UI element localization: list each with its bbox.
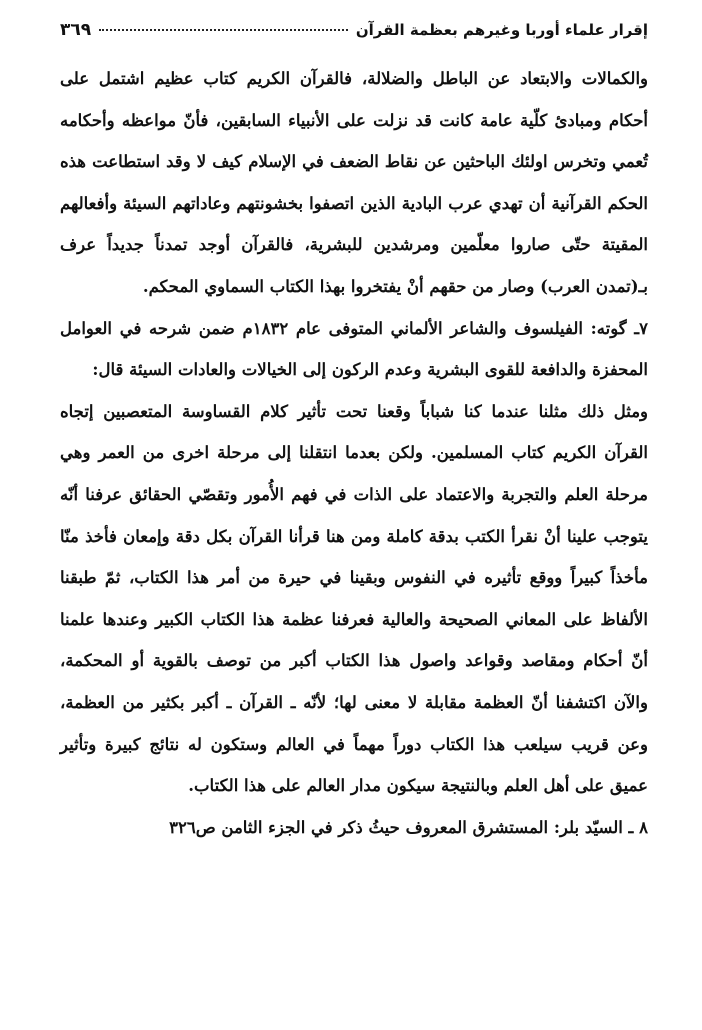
paragraph-goethe-quote: ومثل ذلك مثلنا عندما كنا شباباً وقعنا تحت تأثير كلام القساوسة المتعصبين إتجاه القرآن الكريم كتاب المسلمين. ولكن بعدما انتقلنا إلى مرحلة اخرى من العمر وهي مرحلة العلم والتجربة والاعتماد على الذات في فهم الأُمور وتقصّي الحقائق عرفنا أنّه يتوجب علينا أنْ نقرأ الكتب بدقة كاملة ومن هنا قرأنا القرآن بكل دقة وإمعان فأخذ منّا مأخذاً كبيراً ووقع تأثيره في النفوس وبقينا في حيرة من أمر هذا الكتاب، ثمّ طبقنا الألفاظ على المعاني الصحيحة والعالية فعرفنا عظمة هذا الكتاب الكبير وعندها علمنا أنّ أحكام ومقاصد وقواعد واصول هذا الكتاب أكبر من توصف بالقوية أو المحكمة، والآن اكتشفنا أنّ العظمة مقابلة لا معنى لها؛ لأنّه ـ القرآن ـ أكبر بكثير من العظمة، وعن قريب سيلعب هذا الكتاب دوراً مهماً في العالم وستكون له نتائج كبيرة وتأثير عميق على أهل العلم وبالنتيجة سيكون مدار العالم على هذا الكتاب.	[60, 401, 648, 796]
running-header	[60, 20, 648, 54]
dot-leader	[99, 28, 348, 31]
running-title: إقرار علماء أوربا وغيرهم بعظمة القرآن	[355, 21, 648, 39]
paragraph-quran-civilization: والكمالات والابتعاد عن الباطل والضلالة، فالقرآن الكريم كتاب عظيم اشتمل على أحكام ومبادئ كلّية عامة كانت قد نزلت على الأنبياء السابقين، فأنّ مواعظه وأحكامه تُعمي وتخرس اولئك الباحثين عن نقاط الضعف في الإسلام كيف لا وقد استطاعت هذه الحكم القرآنية أن تهدي عرب البادية الذين اتصفوا بخشونتهم وعاداتهم السيئة وأفعالهم المقيتة حتّى صاروا معلّمين ومرشدين للبشرية، فالقرآن أوجد تمدناً جديداً عرف بـ(تمدن العرب) وصار من حقهم أنْ يفتخروا بهذا الكتاب السماوي المحكم.	[60, 69, 648, 296]
document-page	[60, 20, 648, 1010]
body-text	[60, 58, 648, 848]
paragraph-goethe-intro: ٧ـ گوته: الفيلسوف والشاعر الألماني المتوفى عام ١٨٣٢م ضمن شرحه في العوامل المحفزة والدافعة للقوى البشرية وعدم الركون إلى الخيالات والعادات السيئة قال:	[60, 318, 648, 380]
paragraph-blair-intro: ٨ ـ السيّد بلر: المستشرق المعروف حيثُ ذكر في الجزء الثامن ص٣٢٦	[169, 817, 648, 837]
page-number: ٣٦٩	[60, 20, 92, 40]
